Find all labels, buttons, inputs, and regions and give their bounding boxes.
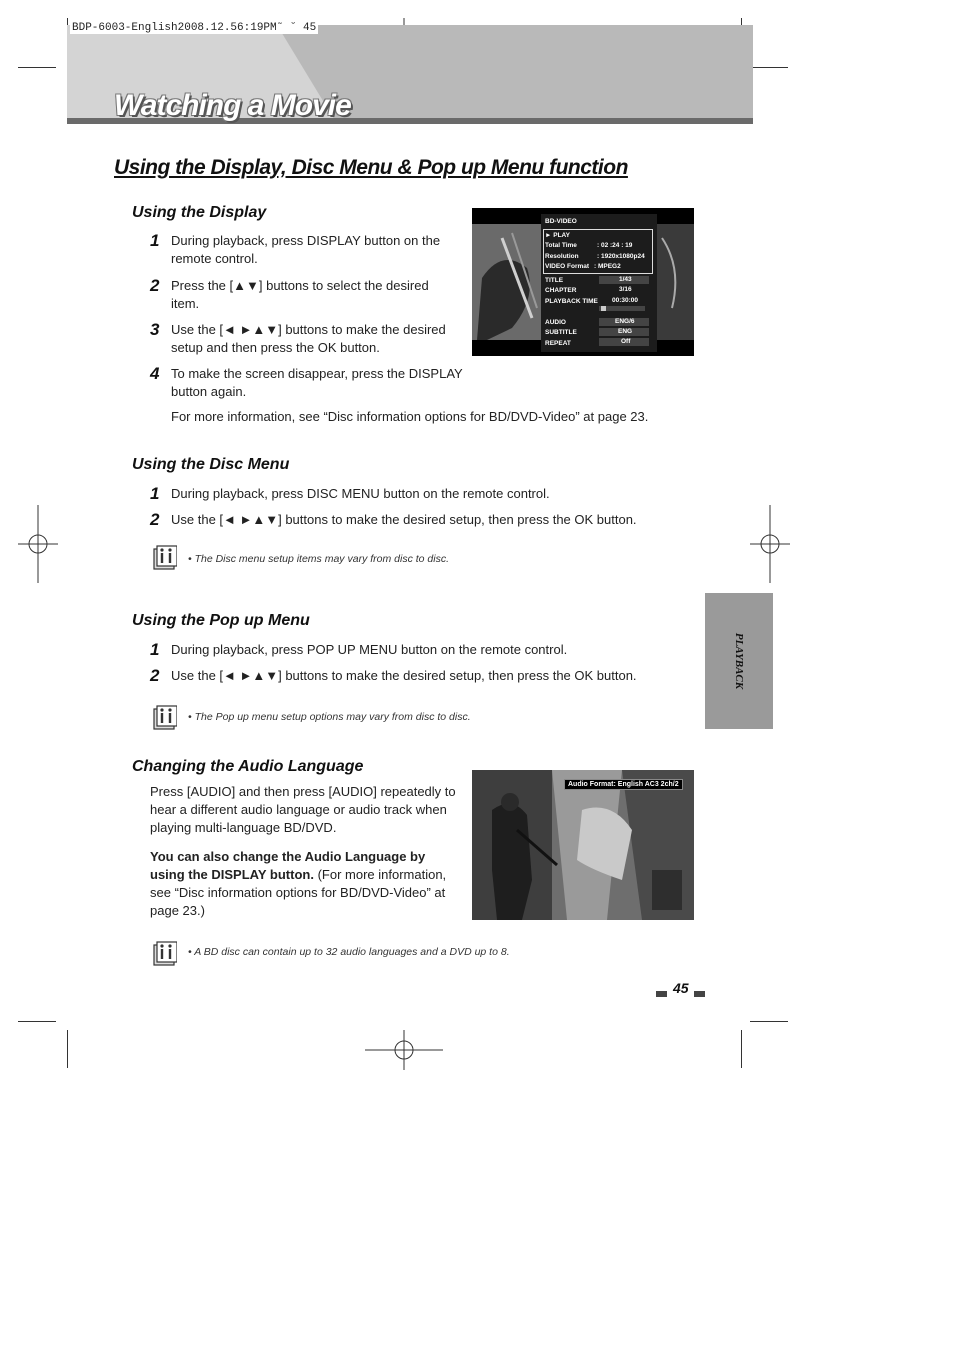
step-line: During playback, press DISPLAY button on the xyxy=(171,233,441,248)
more-info-text: For more information, see “Disc information options for BD/DVD-Video” at page 23. xyxy=(171,409,649,424)
audio-line: playing multi-language BD/DVD. xyxy=(150,820,337,835)
header-banner xyxy=(67,25,753,124)
side-tab-label: PLAYBACK xyxy=(733,632,745,690)
crop-mark xyxy=(741,1030,742,1068)
popup-menu-note: • The Pop up menu setup options may vary from disc to disc. xyxy=(188,711,471,723)
osd-repeat-value: Off xyxy=(621,338,631,345)
step-line: To make the screen disappear, press the DISPLAY xyxy=(171,366,463,381)
step-number: 1 xyxy=(150,640,160,659)
audio-line: Press [AUDIO] and then press [AUDIO] repeatedly to xyxy=(150,784,456,799)
osd-video-format-value: : MPEG2 xyxy=(594,263,621,270)
step-text: Use the [◄ ►▲▼] buttons to make the desired setup, then press the OK button. xyxy=(171,668,637,683)
note-icon xyxy=(153,544,177,570)
step-number: 1 xyxy=(150,484,160,503)
audio-paragraph-1 xyxy=(150,783,456,837)
page-number: 45 xyxy=(673,980,689,996)
step-line: item. xyxy=(171,296,200,311)
step-number: 4 xyxy=(150,364,160,383)
osd-resolution-value: : 1920x1080p24 xyxy=(597,253,645,260)
page-number-marker-right xyxy=(694,991,705,997)
registration-mark xyxy=(18,505,58,583)
osd-total-time-value: : 02 :24 : 19 xyxy=(597,242,633,249)
page-title: Watching a Movie xyxy=(114,89,351,122)
step-number: 2 xyxy=(150,666,160,685)
osd-play: ► PLAY xyxy=(545,232,570,239)
osd-video-format-label: VIDEO Format xyxy=(545,263,590,270)
disc-menu-note: • The Disc menu setup items may vary from disc to disc. xyxy=(188,553,450,565)
audio-bold-span: using the DISPLAY button. xyxy=(150,867,314,882)
osd-resolution-label: Resolution xyxy=(545,253,579,260)
audio-screenshot xyxy=(472,770,694,920)
crop-mark xyxy=(750,1021,788,1022)
osd-repeat-label: REPEAT xyxy=(545,340,571,347)
audio-normal-span: (For more information, xyxy=(313,867,447,882)
display-heading: Using the Display xyxy=(132,204,267,221)
crop-mark xyxy=(67,1030,68,1068)
step-line: Use the [◄ ►▲▼] buttons to make the desired xyxy=(171,322,446,337)
step-line: button again. xyxy=(171,384,247,399)
side-tab-playback xyxy=(705,593,773,729)
step-text xyxy=(171,321,446,357)
osd-bd-video: BD-VIDEO xyxy=(545,218,577,225)
audio-line: page 23.) xyxy=(150,903,205,918)
step-text xyxy=(171,365,463,401)
step-line: setup and then press the OK button. xyxy=(171,340,380,355)
crop-mark xyxy=(18,67,56,68)
osd-audio-value: ENG/6 xyxy=(615,318,635,325)
main-heading: Using the Display, Disc Menu & Pop up Menu function xyxy=(114,156,628,179)
osd-subtitle-value: ENG xyxy=(618,328,633,335)
step-number: 2 xyxy=(150,276,160,295)
osd-title-label: TITLE xyxy=(545,277,564,284)
display-osd xyxy=(541,214,657,352)
osd-chapter-label: CHAPTER xyxy=(545,287,577,294)
osd-chapter-value: 3/16 xyxy=(619,286,632,293)
step-text xyxy=(171,232,440,268)
step-number: 2 xyxy=(150,510,160,529)
page-number-marker-left xyxy=(656,991,667,997)
osd-total-time-label: Total Time xyxy=(545,242,577,249)
display-screenshot xyxy=(472,208,694,356)
audio-note: • A BD disc can contain up to 32 audio languages and a DVD up to 8. xyxy=(188,946,510,958)
crop-mark xyxy=(750,67,788,68)
audio-line: hear a different audio language or audio track when xyxy=(150,802,447,817)
step-number: 3 xyxy=(150,320,160,339)
note-icon xyxy=(153,940,177,966)
audio-bold-line: You can also change the Audio Language by xyxy=(150,849,426,864)
osd-playback-time-label: PLAYBACK TIME xyxy=(545,298,598,305)
osd-subtitle-label: SUBTITLE xyxy=(545,329,577,336)
audio-paragraph-2 xyxy=(150,848,446,920)
step-text xyxy=(171,277,429,313)
step-text: During playback, press POP UP MENU button on the remote control. xyxy=(171,642,568,657)
movie-still-street xyxy=(472,770,694,920)
step-number: 1 xyxy=(150,231,160,250)
crop-mark xyxy=(18,1021,56,1022)
audio-heading: Changing the Audio Language xyxy=(132,758,364,775)
disc-menu-heading: Using the Disc Menu xyxy=(132,456,290,473)
osd-progress-fill xyxy=(601,306,606,311)
osd-playback-time-value: 00:30:00 xyxy=(612,297,639,304)
osd-title-value: 1/43 xyxy=(619,276,632,283)
step-line: remote control. xyxy=(171,251,258,266)
popup-menu-heading: Using the Pop up Menu xyxy=(132,612,310,629)
audio-osd: Audio Format: English AC3 2ch/2 xyxy=(564,779,683,790)
osd-audio-label: AUDIO xyxy=(545,319,566,326)
audio-line-mixed xyxy=(150,866,446,884)
step-text: Use the [◄ ►▲▼] buttons to make the desired setup, then press the OK button. xyxy=(171,512,637,527)
step-line: Press the [▲▼] buttons to select the desired xyxy=(171,278,429,293)
registration-mark xyxy=(365,1030,443,1070)
step-text: During playback, press DISC MENU button on the remote control. xyxy=(171,486,550,501)
file-id: BDP-6003-English2008.12.56:19PM˜ ˘ 45 xyxy=(72,22,317,34)
registration-mark xyxy=(750,505,790,583)
audio-line: see “Disc information options for BD/DVD-Video” at xyxy=(150,885,446,900)
note-icon xyxy=(153,704,177,730)
